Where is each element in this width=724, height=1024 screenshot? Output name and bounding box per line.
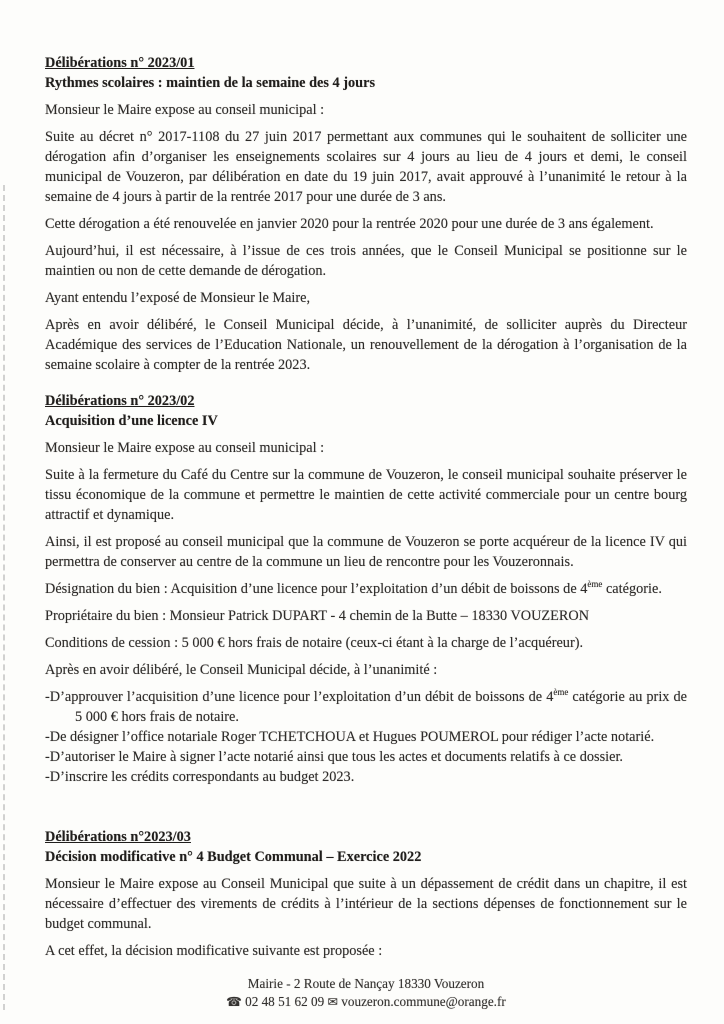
paragraph: Monsieur le Maire expose au conseil municipal : xyxy=(45,440,325,456)
envelope-icon: ✉ xyxy=(327,994,338,1009)
section-title: Délibérations n° 2023/02 xyxy=(45,393,195,409)
paragraph: Suite à la fermeture du Café du Centre sur la commune de Vouzeron, le conseil municipal souhaite préserver le tissu économique de la commune et permettre le maintien de cette activité commerciale pour un centre bourg attractif et dynamique. xyxy=(45,467,687,523)
paragraph: Ayant entendu l’exposé de Monsieur le Maire, xyxy=(45,290,311,306)
section-deliberation-2023-03 xyxy=(45,827,687,961)
paragraph: A cet effet, la décision modificative suivante est proposée : xyxy=(45,943,383,959)
paragraph: Aujourd’hui, il est nécessaire, à l’issue de ces trois années, que le Conseil Municipal se positionne sur le maintien ou non de cette demande de dérogation. xyxy=(45,243,687,279)
bullet-item: -D’inscrire les crédits correspondants au budget 2023. xyxy=(45,769,355,785)
paragraph: Ainsi, il est proposé au conseil municipal que la commune de Vouzeron se porte acquéreur de la licence IV qui permettra de conserver au centre de la commune un lieu de rencontre pour les Vouzeronnais. xyxy=(45,534,687,570)
phone-icon: ☎ xyxy=(226,994,242,1009)
ordinal-superscript: ème xyxy=(553,687,569,698)
footer-email: vouzeron.commune@orange.fr xyxy=(341,994,506,1009)
section-title: Délibérations n°2023/03 xyxy=(45,829,191,845)
scan-edge-artifact xyxy=(3,185,5,1010)
paragraph: Après en avoir délibéré, le Conseil Municipal décide, à l’unanimité, de solliciter auprès du Directeur Académique des services de l’Education Nationale, un renouvellement de la dérogation à l’organisation de la semaine scolaire à compter de la rentrée 2023. xyxy=(45,317,687,373)
paragraph: Cette dérogation a été renouvelée en janvier 2020 pour la rentrée 2020 pour une durée de 3 ans également. xyxy=(45,216,654,232)
paragraph-conditions: Conditions de cession : 5 000 € hors frais de notaire (ceux-ci étant à la charge de l’acquéreur). xyxy=(45,635,584,651)
paragraph: Suite au décret n° 2017-1108 du 27 juin 2017 permettant aux communes qui le souhaitent de solliciter une dérogation afin d’organiser les enseignements scolaires sur 4 jours au lieu de 4 jours et demi, le conseil municipal de Vouzeron, par délibération en date du 19 juin 2017, avait approuvé à l’unanimité le retour à la semaine de 4 jours à partir de la rentrée 2017 pour une durée de 3 ans. xyxy=(45,129,687,205)
bullet-item-continuation: 5 000 € hors frais de notaire. xyxy=(75,709,239,725)
paragraph-decision-intro: Après en avoir délibéré, le Conseil Municipal décide, à l’unanimité : xyxy=(45,662,438,678)
footer-contact-line xyxy=(45,993,687,1011)
decision-bullet-list xyxy=(45,687,687,787)
ordinal-superscript: ème xyxy=(587,579,603,590)
bullet-item: -D’autoriser le Maire à signer l’acte notarié ainsi que tous les actes et documents relatifs à ce dossier. xyxy=(45,749,624,765)
text-run: -D’approuver l’acquisition d’une licence pour l’exploitation d’un débit de boissons de 4 xyxy=(45,689,554,705)
section-deliberation-2023-02 xyxy=(45,391,687,787)
page-footer xyxy=(45,975,687,1011)
section-subtitle: Acquisition d’une licence IV xyxy=(45,413,218,429)
bullet-item xyxy=(45,687,687,707)
text-run: catégorie. xyxy=(602,581,662,597)
footer-phone: 02 48 51 62 09 xyxy=(245,994,325,1009)
footer-address: Mairie - 2 Route de Nançay 18330 Vouzeron xyxy=(247,976,485,991)
section-subtitle: Décision modificative n° 4 Budget Communal – Exercice 2022 xyxy=(45,849,422,865)
paragraph: Monsieur le Maire expose au conseil municipal : xyxy=(45,102,325,118)
section-title: Délibérations n° 2023/01 xyxy=(45,55,195,71)
paragraph-proprietaire: Propriétaire du bien : Monsieur Patrick DUPART - 4 chemin de la Butte – 18330 VOUZERON xyxy=(45,608,590,624)
section-subtitle: Rythmes scolaires : maintien de la semaine des 4 jours xyxy=(45,75,376,91)
text-run: catégorie au prix de xyxy=(568,689,687,705)
text-run: Désignation du bien : Acquisition d’une licence pour l’exploitation d’un débit de boissons de 4 xyxy=(45,581,588,597)
section-deliberation-2023-01 xyxy=(45,53,687,375)
paragraph-designation xyxy=(45,579,687,599)
paragraph: Monsieur le Maire expose au Conseil Municipal que suite à un dépassement de crédit dans un chapitre, il est nécessaire d’effectuer des virements de crédits à l’intérieur de la sections dépenses de fonctionnement sur le budget communal. xyxy=(45,876,687,932)
bullet-item: -De désigner l’office notariale Roger TCHETCHOUA et Hugues POUMEROL pour rédiger l’acte notarié. xyxy=(45,729,655,745)
